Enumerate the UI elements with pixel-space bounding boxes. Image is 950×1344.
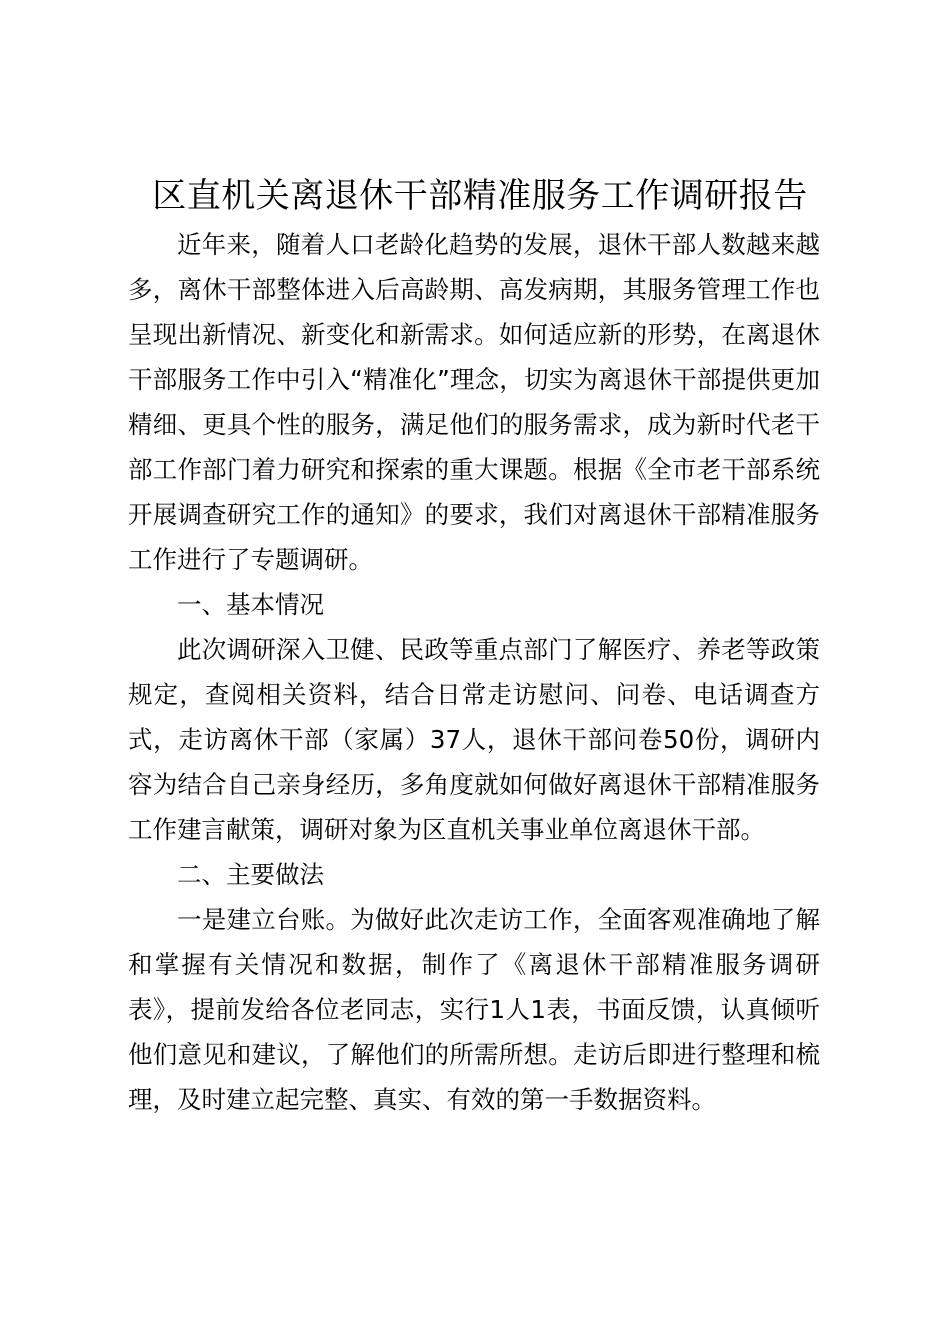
intro-paragraph: 近年来，随着人口老龄化趋势的发展，退休干部人数越来越多，离休干部整体进入后高龄期、高发病期，其服务管理工作也呈现出新情况、新变化和新需求。如何适应新的形势，在离退休干部服务工作中引入“精准化”理念，切实为离退休干部提供更加精细、更具个性的服务，满足他们的服务需求，成为新时代老干部工作部门着力研究和探索的重大课题。根据《全市老干部系统开展调查研究工作的通知》的要求，我们对离退休干部精准服务工作进行了专题调研。 <box>128 230 820 574</box>
section-heading-main-practices: 二、主要做法 <box>177 860 324 889</box>
document-body <box>128 222 820 1122</box>
section-heading-basic-situation: 一、基本情况 <box>177 590 324 619</box>
basic-situation-paragraph: 此次调研深入卫健、民政等重点部门了解医疗、养老等政策规定，查阅相关资料，结合日常走访慰问、问卷、电话调查方式，走访离休干部（家属）37人，退休干部问卷50份，调研内容为结合自己亲身经历，多角度就如何做好离退休干部精准服务工作建言献策，调研对象为区直机关事业单位离退休干部。 <box>128 635 820 844</box>
main-practices-paragraph: 一是建立台账。为做好此次走访工作，全面客观准确地了解和掌握有关情况和数据，制作了《离退休干部精准服务调研表》，提前发给各位老同志，实行1人1表，书面反馈，认真倾听他们意见和建议，了解他们的所需所想。走访后即进行整理和梳理，及时建立起完整、真实、有效的第一手数据资料。 <box>128 905 820 1114</box>
document-title: 区直机关离退休干部精准服务工作调研报告 <box>152 176 808 216</box>
